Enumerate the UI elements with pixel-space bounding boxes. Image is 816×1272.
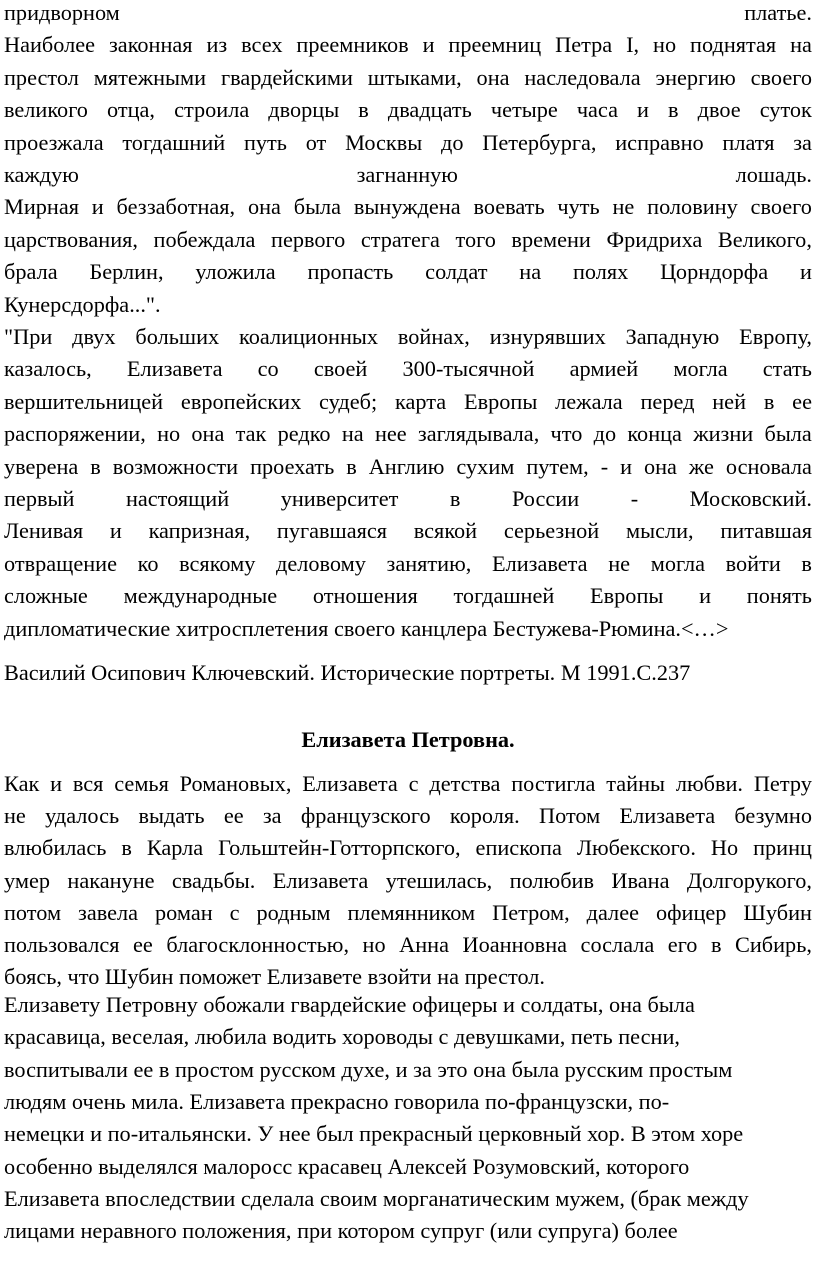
text-line: отвращение ко всякому деловому занятию, Елизавета не могла войти в xyxy=(4,550,812,576)
text-line: вершительницей европейских судеб; карта Европы лежала перед ней в ее xyxy=(4,388,812,414)
text-line: придворном платье. xyxy=(4,0,812,25)
text-line: великого отца, строила дворцы в двадцать четыре часа и в двое суток xyxy=(4,97,812,123)
text-line: лицами неравного положения, при котором супруг (или супруга) более xyxy=(4,1218,678,1244)
text-line: дипломатические хитросплетения своего канцлера Бестужева-Рюмина.<…> xyxy=(4,615,729,641)
text-line: Кунерсдорфа...". xyxy=(4,291,161,317)
text-line: Ленивая и капризная, пугавшаяся всякой серьезной мысли, питавшая xyxy=(4,518,812,544)
text-line: Наиболее законная из всех преемников и преемниц Петра I, но поднятая на xyxy=(4,32,812,58)
text-line: проезжала тогдашний путь от Москвы до Петербурга, исправно платя за xyxy=(4,129,812,155)
text-line: не удалось выдать ее за французского короля. Потом Елизавета безумно xyxy=(4,803,812,829)
text-line: брала Берлин, уложила пропасть солдат на полях Цорндорфа и xyxy=(4,259,812,285)
text-line: Мирная и беззаботная, она была вынуждена воевать чуть не половину своего xyxy=(4,194,812,220)
text-line: влюбилась в Карла Гольштейн-Готторпского, епископа Любекского. Но принц xyxy=(4,835,812,861)
text-line: умер накануне свадьбы. Елизавета утешилась, полюбив Ивана Долгорукого, xyxy=(4,867,812,893)
text-line: казалось, Елизавета со своей 300-тысячной армией могла стать xyxy=(4,356,812,382)
text-line: потом завела роман с родным племянником Петром, далее офицер Шубин xyxy=(4,899,812,925)
text-line: воспитывали ее в простом русском духе, и за это она была русским простым xyxy=(4,1056,733,1082)
text-line: людям очень мила. Елизавета прекрасно говорила по-французски, по- xyxy=(4,1088,670,1114)
citation: Василий Осипович Ключевский. Исторические портреты. М 1991.С.237 xyxy=(4,660,691,685)
text-line: сложные международные отношения тогдашней Европы и понять xyxy=(4,583,812,609)
text-line: немецки и по-итальянски. У нее был прекрасный церковный хор. В этом хоре xyxy=(4,1121,744,1147)
text-line: распоряжении, но она так редко на нее заглядывала, что до конца жизни была xyxy=(4,421,812,447)
text-line: красавица, веселая, любила водить хороводы с девушками, петь песни, xyxy=(4,1024,680,1050)
text-line: уверена в возможности проехать в Англию сухим путем, - и она же основала xyxy=(4,453,812,479)
text-line: царствования, побеждала первого стратега того времени Фридриха Великого, xyxy=(4,226,812,252)
text-line: боясь, что Шубин поможет Елизавете взойти на престол. xyxy=(4,964,546,990)
text-line: особенно выделялся малоросс красавец Алексей Розумовский, которого xyxy=(4,1153,690,1179)
text-line: первый настоящий университет в России - Московский. xyxy=(4,486,812,511)
text-line: каждую загнанную лошадь. xyxy=(4,162,812,187)
text-line: "При двух больших коалиционных войнах, изнурявших Западную Европу, xyxy=(4,324,812,349)
text-line: пользовался ее благосклонностью, но Анна Иоанновна сослала его в Сибирь, xyxy=(4,932,812,957)
text-line: престол мятежными гвардейскими штыками, она наследовала энергию своего xyxy=(4,64,812,90)
text-line: Елизавету Петровну обожали гвардейские офицеры и солдаты, она была xyxy=(4,992,695,1017)
text-line: Как и вся семья Романовых, Елизавета с детства постигла тайны любви. Петру xyxy=(4,771,812,796)
text-line: Елизавета впоследствии сделала своим морганатическим мужем, (брак между xyxy=(4,1185,749,1211)
section-heading: Елизавета Петровна. xyxy=(301,727,515,752)
